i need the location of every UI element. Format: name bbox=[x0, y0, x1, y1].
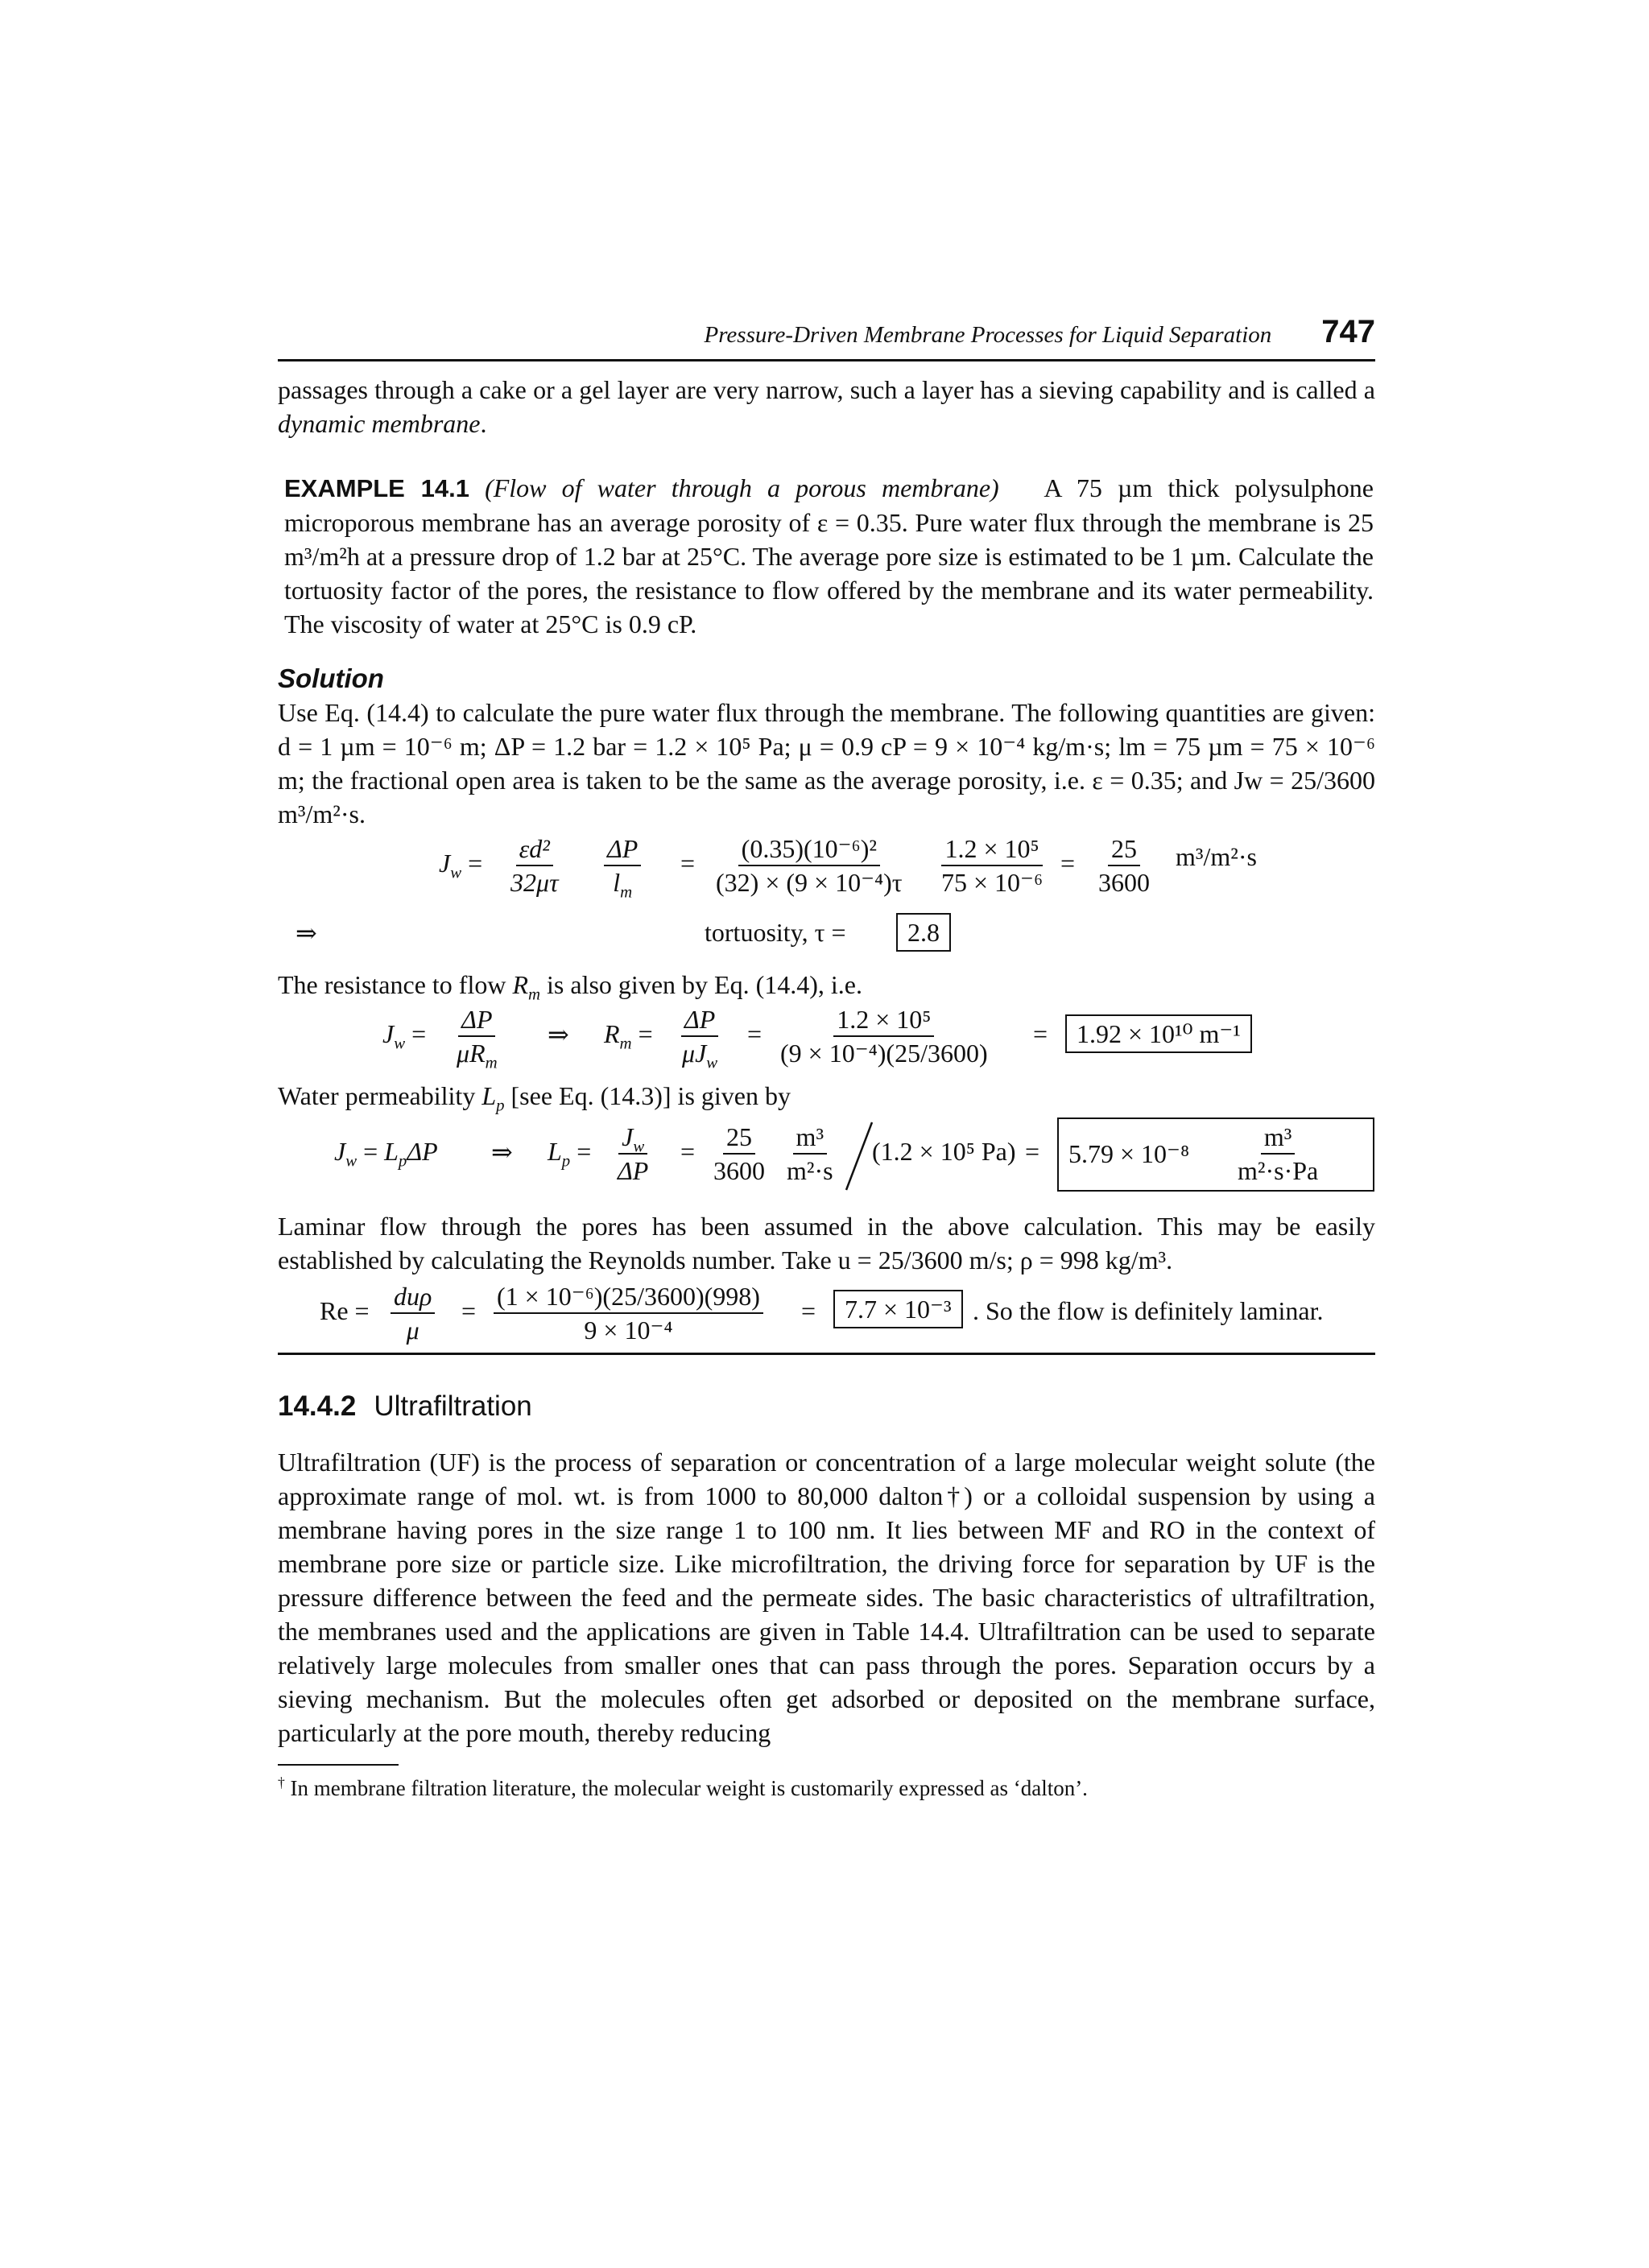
eq4-lhs: Re = bbox=[320, 1296, 370, 1325]
running-header bbox=[278, 314, 1375, 361]
eq2-fraction-b: ΔP $\mu J_w$ bbox=[682, 1005, 718, 1072]
footnote-text: In membrane filtration literature, the molecular weight is customarily expressed as ‘dalton’. bbox=[290, 1776, 1088, 1800]
eq2-rm-lhs: $R_m$ = bbox=[604, 1019, 653, 1053]
eq1-fraction-5: $\frac{25}{3600}$ bbox=[1098, 834, 1150, 897]
book-page bbox=[278, 314, 1375, 1803]
eq4-equals-2: = bbox=[801, 1296, 816, 1325]
solution-paragraph-4: Laminar flow through the pores has been assumed in the above calculation. This may be easily established by calculating the Reynolds number. Take u = 25/3600 m/s; ρ = 998 kg/m³. bbox=[278, 1212, 1375, 1274]
intro-italic-term: dynamic membrane bbox=[278, 409, 481, 438]
eq2-implies: ⇒ bbox=[548, 1020, 569, 1049]
eq1-equals-2: = bbox=[1060, 849, 1076, 878]
eq2-fraction-c: $\frac{\text{1.2 × 10⁵}}{\text{(9 × 10⁻⁴)(25/3600)}}$ bbox=[780, 1005, 988, 1068]
section-title: Ultrafiltration bbox=[374, 1390, 532, 1422]
solution-heading: Solution bbox=[278, 663, 384, 693]
intro-end: . bbox=[480, 409, 487, 438]
implies-arrow: ⇒ bbox=[295, 919, 317, 948]
example-block bbox=[284, 471, 1374, 641]
eq3-fraction-3: $\frac{\text{m³}}{\text{m²·s}}$ bbox=[787, 1122, 833, 1185]
example-title: (Flow of water through a porous membrane) bbox=[485, 473, 999, 502]
eq1-lhs: $J_w$ = bbox=[439, 849, 483, 882]
solution-paragraph-3: Water permeability $L_p$ [see Eq. (14.3)] is given by bbox=[278, 1081, 791, 1115]
eq3-divisor: (1.2 × 10⁵ Pa) bbox=[872, 1137, 1016, 1166]
tortuosity-value-box: 2.8 bbox=[896, 913, 951, 952]
example-label: EXAMPLE 14.1 bbox=[284, 474, 469, 502]
running-title: Pressure-Driven Membrane Processes for Liquid Separation bbox=[704, 322, 1272, 348]
eq3-fraction-1: $\frac{J_w}{\Delta P}$ bbox=[618, 1122, 649, 1185]
eq2-fraction-a: ΔP $\mu R_m$ bbox=[457, 1005, 498, 1072]
eq2-lhs: $J_w$ = bbox=[382, 1019, 427, 1053]
eq3-lp: $L_p$ = bbox=[548, 1137, 592, 1171]
eq4-fraction-2: $\frac{\text{(1 × 10⁻⁶)(25/3600)(998)}}{\text{9 × 10⁻⁴}}$ bbox=[494, 1282, 763, 1345]
eq1-fraction-3: $\frac{\text{(0.35)(10⁻⁶)²}}{\text{(32) × (9 × 10⁻⁴)τ}}$ bbox=[716, 834, 903, 897]
section-body: Ultrafiltration (UF) is the process of separation or concentration of a large molecular weight solute (the approximate range of mol. wt. is from 1000 to 80,000 dalton†) or a colloidal suspension by using a membrane having pores in the size range 1 to 100 nm. It lies between MF and RO in the context of membrane pore size or particle size. Like microfiltration, the driving force for separation by UF is the pressure difference between the feed and the permeate sides. The basic characteristics of ultrafiltration, the membranes used and the applications are given in Table 14.4. Ultrafiltration can be used to separate relatively large molecules from smaller ones that can pass through the pores. Separation occurs by a sieving mechanism. But the molecules often get adsorbed or deposited on the membrane surface, particularly at the pore mouth, thereby reducing bbox=[278, 1448, 1375, 1747]
eq3-equals: = bbox=[680, 1137, 696, 1166]
solution-paragraph-2: The resistance to flow $R_m$ is also given by Eq. (14.4), i.e. bbox=[278, 970, 862, 1004]
section-heading bbox=[278, 1389, 1375, 1424]
equation-permeability bbox=[278, 1113, 1375, 1200]
solution-paragraph-1: Use Eq. (14.4) to calculate the pure water flux through the membrane. The following quantities are given: d = 1 µm = 10⁻⁶ m; ΔP = 1.2 bar = 1.2 × 10⁵ Pa; μ = 0.9 cP = 9 × 10⁻⁴ kg/m·s; lm = 75 µm = 75 × 10⁻⁶ m; the fractional open area is taken to be the same as the average porosity, i.e. ε = 0.35; and Jw = 25/3600 m³/m²·s. bbox=[278, 698, 1375, 828]
section-number: 14.4.2 bbox=[278, 1390, 357, 1422]
eq1-fraction-2: $\frac{\Delta P}{l_m}$ bbox=[604, 834, 641, 897]
eq4-equals: = bbox=[461, 1296, 477, 1325]
eq3-fraction-2: $\frac{25}{3600}$ bbox=[713, 1122, 765, 1185]
tortuosity-result bbox=[278, 910, 1375, 956]
example-body: A 75 µm thick polysulphone microporous membrane has an average porosity of ε = 0.35. Pure water flux through the membrane is 25 m³/m²h at a pressure drop of 1.2 bar at 25°C. The average pore size is estimated to be 1 µm. Calculate the tortuosity factor of the pores, the resistance to flow offered by the membrane and its water permeability. The viscosity of water at 25°C is 0.9 cP. bbox=[284, 473, 1374, 638]
eq3-result-value: 5.79 × 10⁻⁸ bbox=[1068, 1139, 1190, 1168]
equation-reynolds bbox=[278, 1277, 1375, 1355]
footnote bbox=[278, 1774, 1375, 1803]
eq4-fraction-1: duρ μ bbox=[391, 1282, 435, 1345]
eq4-conclusion: . So the flow is definitely laminar. bbox=[973, 1296, 1324, 1325]
footnote-rule bbox=[278, 1764, 399, 1766]
eq4-result-box: 7.7 × 10⁻³ bbox=[833, 1290, 963, 1328]
intro-text: passages through a cake or a gel layer are very narrow, such a layer has a sieving capability and is called a bbox=[278, 375, 1375, 404]
tortuosity-label: tortuosity, τ = bbox=[705, 918, 846, 947]
eq3-result-box bbox=[1057, 1117, 1374, 1192]
eq3-lhs: $J_w = L_p\Delta P$ bbox=[334, 1137, 438, 1171]
intro-paragraph bbox=[278, 373, 1375, 440]
eq1-equals: = bbox=[680, 849, 696, 878]
eq3-result-unit: $\frac{\text{m³}}{\text{m²·s·Pa}}$ bbox=[1238, 1122, 1319, 1185]
example-statement bbox=[284, 471, 1374, 641]
footnote-mark: † bbox=[278, 1774, 285, 1791]
equation-flux bbox=[278, 831, 1375, 910]
eq3-equals-2: = bbox=[1025, 1137, 1040, 1166]
eq3-slash bbox=[843, 1119, 875, 1193]
equation-resistance bbox=[278, 1002, 1375, 1079]
eq2-result-box: 1.92 × 10¹⁰ m⁻¹ bbox=[1065, 1014, 1252, 1053]
eq1-fraction-1: $\frac{\text{εd²}}{32\mu\tau}$ bbox=[510, 834, 559, 897]
eq1-unit: m³/m²·s bbox=[1176, 842, 1257, 871]
eq2-equals: = bbox=[747, 1019, 763, 1048]
eq3-implies: ⇒ bbox=[491, 1138, 513, 1167]
page-number: 747 bbox=[1321, 314, 1375, 349]
eq1-fraction-4: $\frac{\text{1.2 × 10⁵}}{\text{75 × 10⁻⁶}}$ bbox=[941, 834, 1044, 897]
eq2-equals-2: = bbox=[1033, 1019, 1048, 1048]
